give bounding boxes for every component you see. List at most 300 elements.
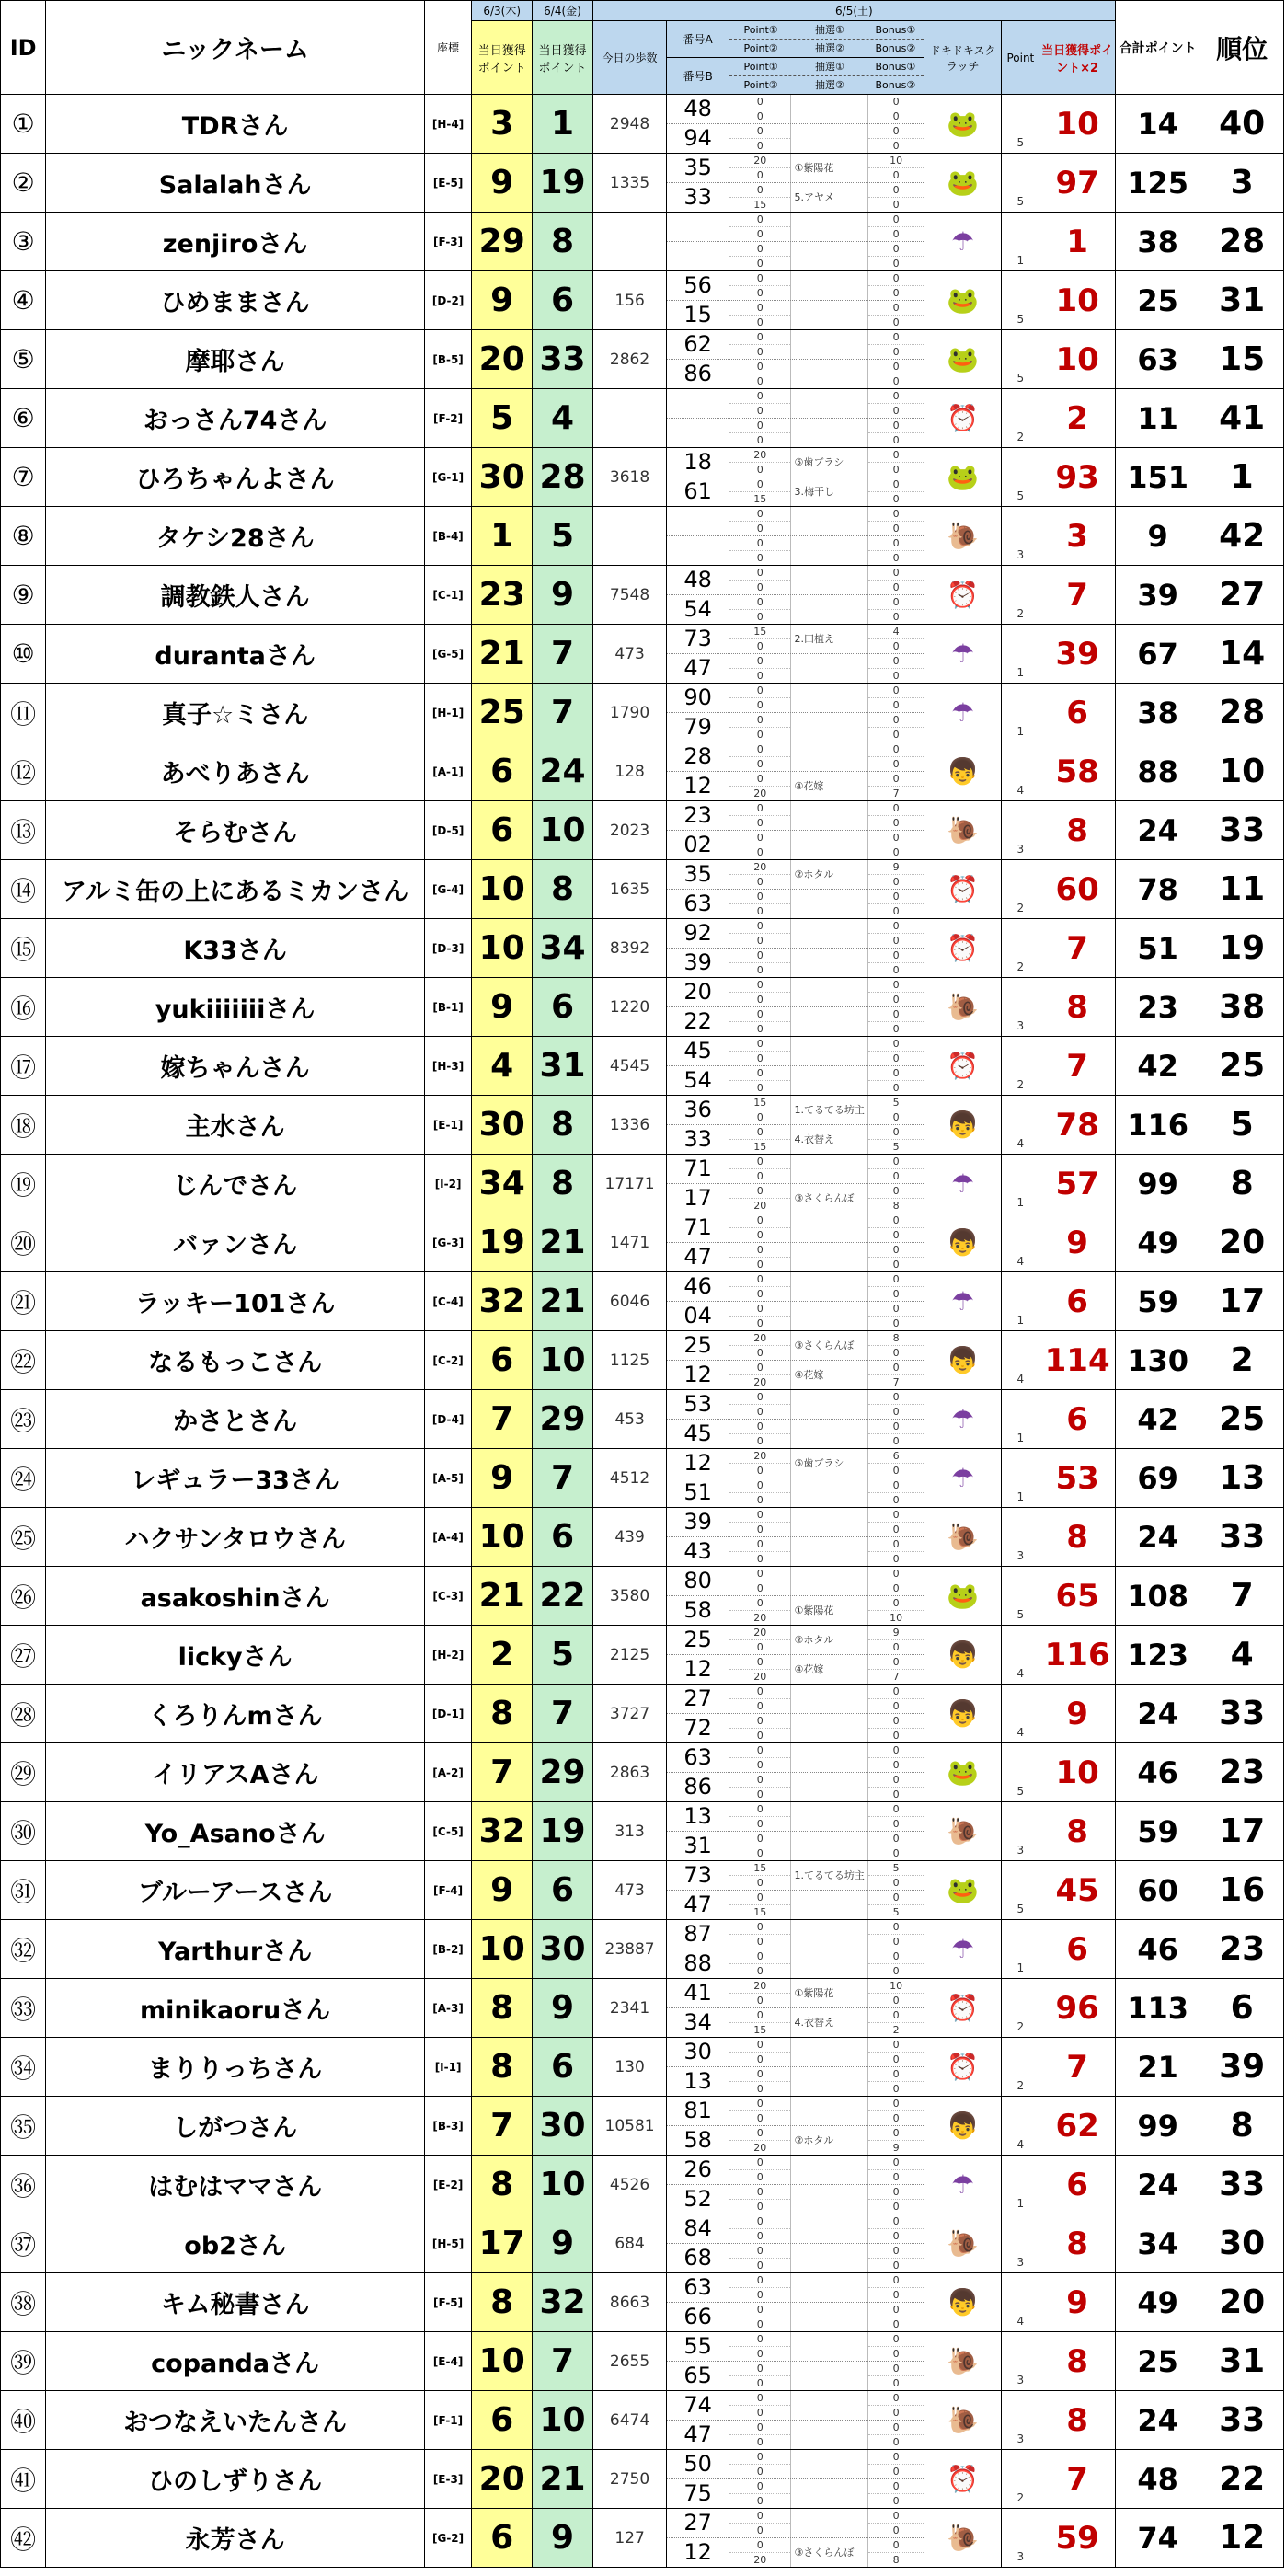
row-scratch-point: 2 <box>1002 2450 1039 2509</box>
row-points-day1: 7 <box>472 1743 533 1802</box>
row-point-a: 0 <box>756 2392 764 2404</box>
row-id: ⑬ <box>1 801 46 860</box>
row-rank: 25 <box>1200 1037 1284 1096</box>
row-lottery-b: ③さくらんぼ <box>791 1184 868 1213</box>
row-numbers <box>667 2450 729 2509</box>
row-scratch-icon: 🐌 <box>924 978 1001 1037</box>
row-total: 24 <box>1115 801 1200 860</box>
row-point-b: 15 <box>729 1139 790 1154</box>
table-row <box>1 1626 1284 1685</box>
row-points-day2: 30 <box>533 2097 593 2156</box>
row-total: 25 <box>1115 271 1200 330</box>
row-nickname: ob2さん <box>46 2214 424 2273</box>
row-lottery-b: 4.衣替え <box>791 1125 868 1154</box>
row-points-day2: 9 <box>533 2509 593 2568</box>
row-numbers <box>667 1449 729 1508</box>
row-bonus-a: 4 <box>892 626 900 638</box>
row-lottery-a <box>791 2391 868 2420</box>
row-numbers <box>667 2214 729 2273</box>
row-num-a: 48 <box>683 96 712 121</box>
row-lottery-grid: 20 0 ⑤歯ブラシ 0 0 0 15 3.梅干し 0 0 <box>729 448 924 507</box>
row-rank: 15 <box>1200 330 1284 389</box>
row-steps: 473 <box>592 1861 666 1920</box>
row-bonus-a: 8 <box>892 1332 900 1344</box>
row-total: 59 <box>1115 1272 1200 1331</box>
row-seat: [E-4] <box>424 2332 471 2391</box>
row-scratch-icon: ☂ <box>924 1449 1001 1508</box>
row-seat: [D-2] <box>424 271 471 330</box>
row-bonus-b: 0 <box>868 256 924 270</box>
row-bonus-a: 0 <box>892 1156 900 1167</box>
row-point-a: 0 <box>756 331 764 343</box>
row-point-a: 0 <box>756 96 764 108</box>
row-lottery-b <box>791 1420 868 1448</box>
row-num-a <box>667 507 729 535</box>
row-numbers <box>667 2156 729 2214</box>
row-id: ㊲ <box>1 2214 46 2273</box>
row-rank: 22 <box>1200 2450 1284 2509</box>
row-rank: 6 <box>1200 1979 1284 2038</box>
row-nickname: asakoshinさん <box>46 1567 424 1626</box>
row-id: ⑪ <box>1 684 46 742</box>
row-id: ㉕ <box>1 1508 46 1567</box>
row-nickname: copandaさん <box>46 2332 424 2391</box>
row-num-a: 87 <box>683 1921 712 1947</box>
row-numbers <box>667 1861 729 1920</box>
table-body <box>1 95 1284 2568</box>
table-row <box>1 2332 1284 2391</box>
row-lottery-grid: 15 0 2.田植え 4 0 0 0 0 0 <box>729 625 924 684</box>
row-total: 48 <box>1115 2450 1200 2509</box>
header-point: Point <box>1002 21 1039 95</box>
row-nickname: キム秘書さん <box>46 2273 424 2332</box>
header-point1b: Point① <box>743 61 778 73</box>
row-total: 88 <box>1115 742 1200 801</box>
row-steps: 1220 <box>592 978 666 1037</box>
row-total: 59 <box>1115 1802 1200 1861</box>
row-nickname: じんでさん <box>46 1155 424 1213</box>
row-id: ⑨ <box>1 566 46 625</box>
row-total: 60 <box>1115 1861 1200 1920</box>
row-lottery-a: ②ホタル <box>791 1626 868 1654</box>
row-num-a <box>667 213 729 241</box>
row-num-b: 88 <box>667 1949 729 1978</box>
header-lottery2: 抽選② <box>814 42 844 54</box>
row-lottery-a <box>791 1213 868 1242</box>
row-lottery-a: ⑤歯ブラシ <box>791 448 868 477</box>
row-lottery-a <box>791 1685 868 1713</box>
row-steps <box>592 213 666 271</box>
row-num-a: 56 <box>683 272 712 298</box>
row-point-b: 0 <box>729 903 790 918</box>
row-today-x2: 60 <box>1039 860 1115 919</box>
row-lottery-grid: 0 0 0 0 0 0 0 0 <box>729 1213 924 1272</box>
row-total: 46 <box>1115 1743 1200 1802</box>
row-id: ⑯ <box>1 978 46 1037</box>
row-scratch-point: 2 <box>1002 919 1039 978</box>
row-bonus-a: 0 <box>892 2156 900 2168</box>
row-nickname: ラッキー101さん <box>46 1272 424 1331</box>
row-rank: 14 <box>1200 625 1284 684</box>
row-points-day1: 7 <box>472 1390 533 1449</box>
row-rank: 40 <box>1200 95 1284 154</box>
row-lottery-a <box>791 1920 868 1949</box>
row-points-day2: 10 <box>533 1331 593 1390</box>
row-bonus-a: 0 <box>892 2392 900 2404</box>
row-lottery-a <box>791 2156 868 2184</box>
row-seat: [A-3] <box>424 1979 471 2038</box>
row-lottery-b: 3.梅干し <box>791 477 868 506</box>
row-lottery-a <box>791 507 868 535</box>
header-lottery1: 抽選① <box>814 24 844 36</box>
row-today-x2: 6 <box>1039 1920 1115 1979</box>
row-lottery-grid: 0 0 0 0 0 0 0 0 <box>729 1390 924 1449</box>
row-bonus-b: 0 <box>868 1963 924 1978</box>
row-numbers <box>667 213 729 271</box>
row-scratch-icon: 🐸 <box>924 1743 1001 1802</box>
row-id: ② <box>1 154 46 213</box>
row-scratch-icon: 👦 <box>924 1213 1001 1272</box>
table-row <box>1 448 1284 507</box>
row-num-a: 35 <box>683 861 712 887</box>
row-today-x2: 62 <box>1039 2097 1115 2156</box>
row-nickname: TDRさん <box>46 95 424 154</box>
row-num-b: 12 <box>667 1360 729 1389</box>
row-lottery-b: ④花嫁 <box>791 1361 868 1389</box>
row-num-b: 72 <box>667 1713 729 1742</box>
row-nickname: 真子☆ミさん <box>46 684 424 742</box>
row-id: ㉔ <box>1 1449 46 1508</box>
row-rank: 16 <box>1200 1861 1284 1920</box>
row-numbers <box>667 2391 729 2450</box>
row-num-a: 25 <box>683 1627 712 1652</box>
row-num-a: 39 <box>683 1509 712 1535</box>
row-points-day2: 6 <box>533 1861 593 1920</box>
row-lottery-grid: 0 0 0 0 0 0 0 0 <box>729 330 924 389</box>
row-today-x2: 114 <box>1039 1331 1115 1390</box>
row-points-day2: 8 <box>533 860 593 919</box>
row-id: ⑱ <box>1 1096 46 1155</box>
row-lottery-b <box>791 1891 868 1919</box>
row-points-day1: 8 <box>472 1685 533 1743</box>
row-bonus-b: 0 <box>868 845 924 859</box>
row-rank: 33 <box>1200 2391 1284 2450</box>
row-scratch-point: 3 <box>1002 2332 1039 2391</box>
row-point-a: 0 <box>756 802 764 814</box>
header-bonus2: Bonus② <box>875 42 916 54</box>
row-point-b: 0 <box>729 2375 790 2390</box>
header-lottery1b: 抽選① <box>814 61 844 73</box>
row-nickname: バァンさん <box>46 1213 424 1272</box>
row-seat: [E-1] <box>424 1096 471 1155</box>
row-point-b: 0 <box>729 2258 790 2272</box>
row-lottery-b <box>791 1478 868 1507</box>
row-scratch-point: 1 <box>1002 2156 1039 2214</box>
row-numbers <box>667 1390 729 1449</box>
table-row <box>1 1802 1284 1861</box>
row-today-x2: 7 <box>1039 566 1115 625</box>
row-rank: 41 <box>1200 389 1284 448</box>
row-scratch-point: 3 <box>1002 801 1039 860</box>
row-total: 67 <box>1115 625 1200 684</box>
row-scratch-point: 2 <box>1002 1979 1039 2038</box>
row-points-day2: 7 <box>533 1685 593 1743</box>
row-num-a: 55 <box>683 2333 712 2359</box>
row-num-b: 79 <box>667 712 729 742</box>
row-scratch-icon: 🐸 <box>924 95 1001 154</box>
row-scratch-icon: 🐌 <box>924 1802 1001 1861</box>
row-seat: [D-4] <box>424 1390 471 1449</box>
row-id: ⑳ <box>1 1213 46 1272</box>
row-scratch-point: 5 <box>1002 448 1039 507</box>
row-point-b: 0 <box>729 2434 790 2449</box>
row-scratch-icon: ⏰ <box>924 566 1001 625</box>
row-nickname: ひめままさん <box>46 271 424 330</box>
row-point-b: 0 <box>729 1492 790 1507</box>
row-point-a: 0 <box>756 2156 764 2168</box>
row-id: ㉗ <box>1 1626 46 1685</box>
row-lottery-b <box>791 360 868 388</box>
header-lottery2b: 抽選② <box>814 79 844 91</box>
row-id: ④ <box>1 271 46 330</box>
row-scratch-icon: ⏰ <box>924 2450 1001 2509</box>
row-today-x2: 6 <box>1039 684 1115 742</box>
row-bonus-b: 7 <box>868 786 924 800</box>
row-rank: 33 <box>1200 801 1284 860</box>
row-points-day1: 34 <box>472 1155 533 1213</box>
row-numbers <box>667 919 729 978</box>
row-total: 123 <box>1115 1626 1200 1685</box>
row-lottery-a <box>791 742 868 771</box>
row-steps <box>592 507 666 566</box>
row-lottery-grid: 0 0 0 0 0 0 0 0 <box>729 1037 924 1096</box>
row-num-a: 53 <box>683 1391 712 1417</box>
row-lottery-a: 1.てるてる坊主 <box>791 1861 868 1890</box>
row-lottery-grid: 20 0 ②ホタル 9 0 0 20 ④花嫁 0 7 <box>729 1626 924 1685</box>
row-scratch-icon: 🐸 <box>924 271 1001 330</box>
row-scratch-icon: 🐸 <box>924 448 1001 507</box>
header-num-b: 番号B <box>667 58 729 95</box>
row-today-x2: 8 <box>1039 2391 1115 2450</box>
row-id: ㊵ <box>1 2391 46 2450</box>
row-num-a: 46 <box>683 1273 712 1299</box>
row-lottery-b: ①紫陽花 <box>791 1596 868 1625</box>
row-lottery-a <box>791 566 868 594</box>
row-lottery-a <box>791 2097 868 2125</box>
row-num-a: 23 <box>683 802 712 828</box>
table-row <box>1 271 1284 330</box>
row-rank: 33 <box>1200 1508 1284 1567</box>
row-num-b: 43 <box>667 1536 729 1566</box>
row-scratch-point: 3 <box>1002 1802 1039 1861</box>
row-nickname: はむはママさん <box>46 2156 424 2214</box>
row-seat: [I-2] <box>424 1155 471 1213</box>
table-row <box>1 1861 1284 1920</box>
row-nickname: Salalahさん <box>46 154 424 213</box>
row-rank: 10 <box>1200 742 1284 801</box>
row-id: ㉛ <box>1 1861 46 1920</box>
header-day-pts-1: 当日獲得ポイント <box>472 21 533 95</box>
row-lottery-b <box>791 419 868 447</box>
row-points-day2: 7 <box>533 1449 593 1508</box>
row-scratch-point: 5 <box>1002 1861 1039 1920</box>
row-seat: [A-1] <box>424 742 471 801</box>
row-today-x2: 6 <box>1039 2156 1115 2214</box>
row-bonus-a: 0 <box>892 1685 900 1697</box>
row-lottery-grid: 0 0 0 0 0 0 0 0 <box>729 2273 924 2332</box>
row-lottery-a: ①紫陽花 <box>791 1979 868 2007</box>
row-point-b: 20 <box>729 786 790 800</box>
row-scratch-icon: ⏰ <box>924 860 1001 919</box>
row-id: ⑩ <box>1 625 46 684</box>
row-id: ㊷ <box>1 2509 46 2568</box>
table-row <box>1 1213 1284 1272</box>
row-bonus-a: 0 <box>892 449 900 461</box>
row-today-x2: 96 <box>1039 1979 1115 2038</box>
row-bonus-b: 8 <box>868 2552 924 2567</box>
row-bonus-a: 0 <box>892 1568 900 1580</box>
table-row <box>1 1449 1284 1508</box>
row-scratch-icon: ☂ <box>924 1155 1001 1213</box>
row-today-x2: 65 <box>1039 1567 1115 1626</box>
row-lottery-a: 1.てるてる坊主 <box>791 1096 868 1124</box>
row-num-a: 28 <box>683 743 712 769</box>
row-bonus-a: 0 <box>892 2098 900 2110</box>
row-bonus-a: 0 <box>892 567 900 579</box>
row-seat: [G-5] <box>424 625 471 684</box>
row-steps: 1635 <box>592 860 666 919</box>
row-id: ㉜ <box>1 1920 46 1979</box>
row-nickname: かさとさん <box>46 1390 424 1449</box>
row-bonus-b: 10 <box>868 1610 924 1625</box>
row-nickname: durantaさん <box>46 625 424 684</box>
row-points-day1: 32 <box>472 1272 533 1331</box>
row-num-a: 92 <box>683 920 712 946</box>
row-scratch-point: 1 <box>1002 1272 1039 1331</box>
row-rank: 2 <box>1200 1331 1284 1390</box>
row-points-day1: 5 <box>472 389 533 448</box>
row-numbers <box>667 566 729 625</box>
row-numbers <box>667 2038 729 2097</box>
row-num-b: 52 <box>667 2184 729 2214</box>
row-bonus-b: 2 <box>868 2022 924 2037</box>
row-scratch-point: 3 <box>1002 2214 1039 2273</box>
row-num-a: 71 <box>683 1156 712 1181</box>
row-lottery-b <box>791 1302 868 1330</box>
row-nickname: イリアスAさん <box>46 1743 424 1802</box>
row-id: ㊶ <box>1 2450 46 2509</box>
row-seat: [E-5] <box>424 154 471 213</box>
row-total: 113 <box>1115 1979 1200 2038</box>
row-steps: 127 <box>592 2509 666 2568</box>
row-point-b: 0 <box>729 432 790 447</box>
row-seat: [B-2] <box>424 1920 471 1979</box>
row-steps: 2341 <box>592 1979 666 2038</box>
row-points-day2: 8 <box>533 1155 593 1213</box>
row-total: 151 <box>1115 448 1200 507</box>
row-steps: 8663 <box>592 2273 666 2332</box>
row-point-b: 0 <box>729 1080 790 1095</box>
row-lottery-a <box>791 1155 868 1183</box>
row-bonus-a: 0 <box>892 979 900 991</box>
row-point-b: 0 <box>729 1846 790 1860</box>
row-scratch-point: 1 <box>1002 1920 1039 1979</box>
row-seat: [C-4] <box>424 1272 471 1331</box>
row-scratch-point: 1 <box>1002 213 1039 271</box>
row-lottery-b <box>791 1773 868 1801</box>
row-scratch-icon: ☂ <box>924 2156 1001 2214</box>
row-rank: 4 <box>1200 1626 1284 1685</box>
row-lottery-a <box>791 919 868 948</box>
row-point-a: 15 <box>753 626 767 638</box>
table-row <box>1 978 1284 1037</box>
row-total: 38 <box>1115 684 1200 742</box>
row-point-a: 0 <box>756 2039 764 2051</box>
row-points-day2: 33 <box>533 330 593 389</box>
row-rank: 7 <box>1200 1567 1284 1626</box>
row-num-a: 84 <box>683 2215 712 2241</box>
row-total: 99 <box>1115 2097 1200 2156</box>
row-bonus-b: 0 <box>868 2434 924 2449</box>
row-nickname: 永芳さん <box>46 2509 424 2568</box>
table-row <box>1 1390 1284 1449</box>
row-nickname: レギュラー33さん <box>46 1449 424 1508</box>
row-lottery-b <box>791 890 868 918</box>
row-total: 116 <box>1115 1096 1200 1155</box>
row-points-day2: 6 <box>533 2038 593 2097</box>
row-num-b: 17 <box>667 1183 729 1213</box>
row-lottery-b <box>791 2185 868 2214</box>
table-row <box>1 507 1284 566</box>
row-nickname: ハクサンタロウさん <box>46 1508 424 1567</box>
row-lottery-a <box>791 1272 868 1301</box>
row-bonus-a: 0 <box>892 743 900 755</box>
row-point-a: 20 <box>753 449 767 461</box>
row-bonus-b: 0 <box>868 2317 924 2331</box>
row-scratch-icon: 🐌 <box>924 2332 1001 2391</box>
row-bonus-a: 9 <box>892 1627 900 1639</box>
row-id: ㉚ <box>1 1802 46 1861</box>
row-total: 42 <box>1115 1037 1200 1096</box>
header-nickname: ニックネーム <box>46 1 424 95</box>
row-scratch-icon: ☂ <box>924 1920 1001 1979</box>
row-num-b: 13 <box>667 2066 729 2096</box>
row-numbers <box>667 1802 729 1861</box>
row-id: ㊳ <box>1 2273 46 2332</box>
row-point-a: 20 <box>753 861 767 873</box>
header-bonus2b: Bonus② <box>875 79 916 91</box>
row-points-day1: 1 <box>472 507 533 566</box>
row-lottery-grid: 0 0 0 0 0 0 0 0 <box>729 95 924 154</box>
row-rank: 23 <box>1200 1743 1284 1802</box>
row-lottery-a <box>791 1567 868 1595</box>
row-bonus-b: 0 <box>868 1433 924 1448</box>
row-point-b: 20 <box>729 2140 790 2155</box>
row-seat: [D-5] <box>424 801 471 860</box>
table-row <box>1 2273 1284 2332</box>
row-total: 25 <box>1115 2332 1200 2391</box>
row-num-a: 27 <box>683 1685 712 1711</box>
row-lottery-b: 4.衣替え <box>791 2008 868 2037</box>
row-lottery-b <box>791 536 868 565</box>
row-seat: [A-4] <box>424 1508 471 1567</box>
header-id: ID <box>1 1 46 95</box>
table-row <box>1 2391 1284 2450</box>
row-steps: 2862 <box>592 330 666 389</box>
row-seat: [F-5] <box>424 2273 471 2332</box>
row-today-x2: 7 <box>1039 919 1115 978</box>
row-lottery-a: ③さくらんぼ <box>791 1331 868 1360</box>
